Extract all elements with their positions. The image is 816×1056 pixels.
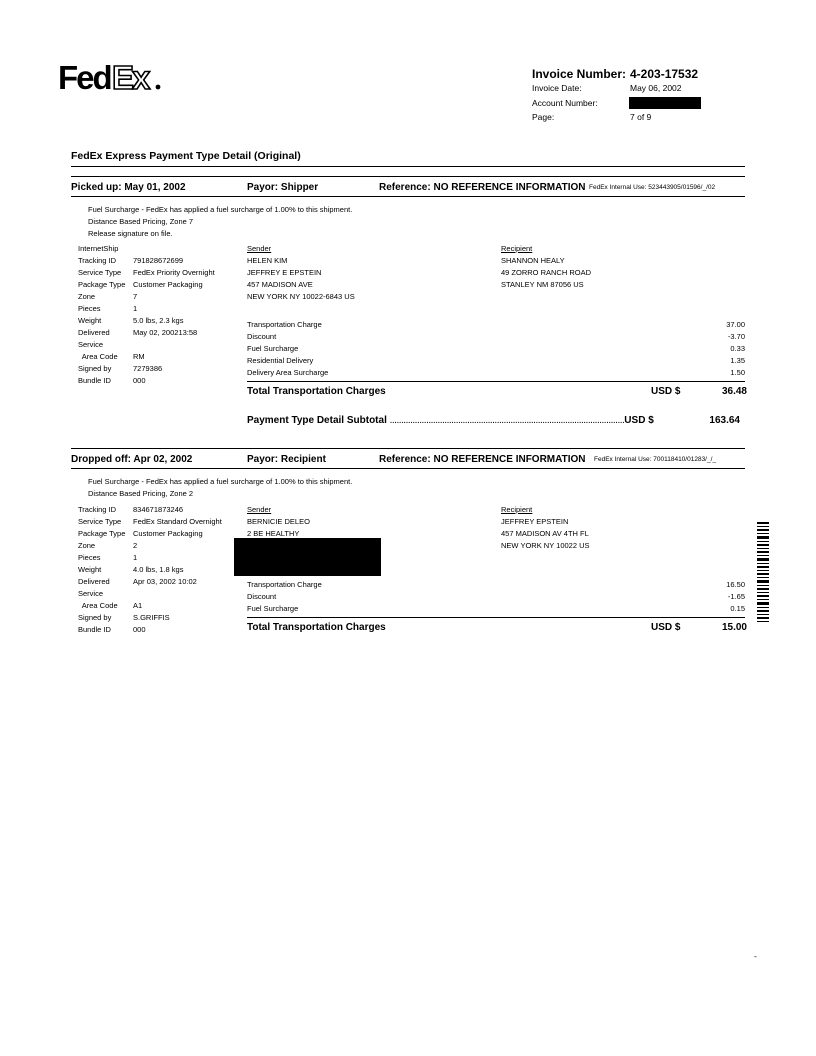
- shipment-2-header-rule: [71, 468, 745, 469]
- charge-amount: 0.33: [730, 344, 745, 353]
- subtotal-currency: USD $: [624, 415, 654, 426]
- charge-label: Delivery Area Surcharge: [247, 368, 329, 377]
- shipment-1-top-rule: [71, 176, 745, 177]
- section-title: FedEx Express Payment Type Detail (Original): [71, 150, 301, 162]
- svg-text:Fed: Fed: [58, 60, 111, 94]
- shipment-2-reference: Reference: NO REFERENCE INFORMATION: [379, 454, 586, 465]
- detail-label: Bundle ID: [78, 376, 111, 385]
- account-number-redaction: [629, 97, 701, 109]
- shipment-1-total-currency: USD $: [651, 386, 681, 397]
- shipment-2-total-amount: 15.00: [721, 622, 747, 633]
- detail-label: Area Code: [78, 352, 118, 361]
- subtotal-label: Payment Type Detail Subtotal: [247, 415, 387, 426]
- payment-subtotal-line: [247, 415, 654, 426]
- shipment-1-total-amount: 36.48: [721, 386, 747, 397]
- recipient-line: SHANNON HEALY: [501, 256, 565, 265]
- detail-label: Service Type: [78, 268, 122, 277]
- shipment-1-total-rule: [247, 381, 745, 382]
- shipment-1-payor: Payor: Shipper: [247, 182, 319, 193]
- sender-line: 457 MADISON AVE: [247, 280, 313, 289]
- recipient-label: Recipient: [501, 244, 533, 253]
- shipment-1-detail-values: [133, 243, 215, 387]
- page-value: 7 of 9: [630, 112, 652, 122]
- sender-line: BERNICIE DELEO: [247, 517, 310, 526]
- charge-label: Fuel Surcharge: [247, 604, 299, 613]
- invoice-number: 4-203-17532: [630, 67, 699, 81]
- shipment-2-notes: [88, 476, 352, 500]
- detail-value: Apr 03, 2002 10:02: [133, 577, 197, 586]
- shipment-1-detail-labels: [78, 243, 125, 387]
- shipment-1-reference: Reference: NO REFERENCE INFORMATION: [379, 182, 586, 193]
- detail-label: Zone: [78, 292, 96, 301]
- charge-amount: -1.65: [727, 592, 745, 601]
- detail-value: 834671873246: [133, 505, 184, 514]
- sender-line: NEW YORK NY 10022-6843 US: [247, 292, 355, 301]
- recipient-line: 49 ZORRO RANCH ROAD: [501, 268, 592, 277]
- detail-value: A1: [133, 601, 143, 610]
- shipment-2-internal-use: FedEx Internal Use: 700118410/01283/_/_: [594, 456, 717, 463]
- shipment-2-detail-values: [133, 504, 222, 636]
- charge-row: [247, 367, 745, 379]
- detail-value: Customer Packaging: [133, 529, 203, 538]
- detail-value: S.GRIFFIS: [133, 613, 170, 622]
- detail-label: Delivered: [78, 328, 110, 337]
- svg-text:Ex: Ex: [112, 60, 149, 94]
- detail-value: RM: [133, 352, 145, 361]
- charge-amount: 0.15: [730, 604, 745, 613]
- page-label: Page:: [532, 112, 555, 122]
- charge-row: [247, 355, 745, 367]
- charge-row: [247, 319, 745, 331]
- detail-label: Tracking ID: [78, 505, 117, 514]
- detail-label: Service: [78, 340, 104, 349]
- sender-address-redaction: [234, 538, 381, 576]
- detail-label: Signed by: [78, 364, 112, 373]
- detail-value: 7: [133, 292, 138, 301]
- detail-value: 000: [133, 625, 146, 634]
- shipment-1-recipient: [501, 243, 591, 291]
- charge-label: Transportation Charge: [247, 320, 322, 329]
- footer-mark: -: [754, 951, 757, 961]
- detail-label: Pieces: [78, 304, 101, 313]
- invoice-date-label: Invoice Date:: [532, 83, 582, 93]
- charge-row: [247, 579, 745, 591]
- charge-row: [247, 331, 745, 343]
- invoice-date: May 06, 2002: [630, 83, 682, 93]
- invoice-number-label: Invoice Number:: [532, 67, 627, 81]
- account-number-label: Account Number:: [532, 98, 598, 108]
- shipment-2-picked: Dropped off: Apr 02, 2002: [71, 454, 193, 465]
- detail-label: Weight: [78, 565, 102, 574]
- detail-value: 4.0 lbs, 1.8 kgs: [133, 565, 184, 574]
- subtotal-amount: 163.64: [709, 415, 740, 426]
- detail-label: Pieces: [78, 553, 101, 562]
- note-line: Distance Based Pricing, Zone 2: [88, 489, 194, 498]
- detail-value: [133, 339, 215, 351]
- shipment-1-charges: [247, 319, 745, 379]
- detail-value: FedEx Priority Overnight: [133, 268, 215, 277]
- charge-amount: 1.35: [730, 356, 745, 365]
- detail-label: Delivered: [78, 577, 110, 586]
- detail-label: Signed by: [78, 613, 112, 622]
- sender-line: JEFFREY E EPSTEIN: [247, 268, 322, 277]
- charge-label: Transportation Charge: [247, 580, 322, 589]
- charge-label: Residential Delivery: [247, 356, 314, 365]
- detail-value: 000: [133, 376, 146, 385]
- detail-value: 7279386: [133, 364, 163, 373]
- recipient-line: 457 MADISON AV 4TH FL: [501, 529, 589, 538]
- shipment-1-notes: [88, 204, 352, 240]
- sender-line: 2 BE HEALTHY: [247, 529, 300, 538]
- recipient-line: STANLEY NM 87056 US: [501, 280, 584, 289]
- detail-value: 5.0 lbs, 2.3 kgs: [133, 316, 184, 325]
- shipment-2-recipient: [501, 504, 590, 552]
- charge-label: Fuel Surcharge: [247, 344, 299, 353]
- shipment-2-total-currency: USD $: [651, 622, 681, 633]
- shipment-2-sender: [247, 504, 310, 540]
- detail-label: InternetShip: [78, 244, 119, 253]
- shipment-2-total-label: Total Transportation Charges: [247, 622, 386, 633]
- detail-label: Area Code: [78, 601, 118, 610]
- shipment-1-sender: [247, 243, 355, 303]
- detail-label: Package Type: [78, 529, 126, 538]
- detail-value: [133, 588, 222, 600]
- shipment-2-top-rule: [71, 448, 745, 449]
- charge-amount: -3.70: [727, 332, 745, 341]
- detail-value: May 02, 200213:58: [133, 328, 198, 337]
- detail-label: Tracking ID: [78, 256, 117, 265]
- detail-label: Service: [78, 589, 104, 598]
- recipient-line: NEW YORK NY 10022 US: [501, 541, 590, 550]
- sender-label: Sender: [247, 244, 272, 253]
- detail-label: Service Type: [78, 517, 122, 526]
- shipment-2-total-rule: [247, 617, 745, 618]
- sender-label: Sender: [247, 505, 272, 514]
- shipment-2-payor: Payor: Recipient: [247, 454, 326, 465]
- detail-value: 791828672699: [133, 256, 184, 265]
- charge-amount: 16.50: [726, 580, 745, 589]
- note-line: Fuel Surcharge - FedEx has applied a fuel surcharge of 1.00% to this shipment.: [88, 477, 353, 486]
- shipment-1-picked: Picked up: May 01, 2002: [71, 182, 186, 193]
- shipment-2-charges: [247, 579, 745, 615]
- detail-label: Weight: [78, 316, 102, 325]
- fedex-logo: [58, 60, 162, 94]
- detail-label: Zone: [78, 541, 96, 550]
- charge-label: Discount: [247, 592, 277, 601]
- detail-label: Bundle ID: [78, 625, 111, 634]
- note-line: Release signature on file.: [88, 229, 173, 238]
- shipment-2-detail-labels: [78, 504, 125, 636]
- detail-value: FedEx Standard Overnight: [133, 517, 222, 526]
- shipment-1-total-label: Total Transportation Charges: [247, 386, 386, 397]
- detail-label: Package Type: [78, 280, 126, 289]
- detail-value: 1: [133, 304, 138, 313]
- detail-value: 1: [133, 553, 138, 562]
- note-line: Distance Based Pricing, Zone 7: [88, 217, 194, 226]
- charge-label: Discount: [247, 332, 277, 341]
- detail-value: Customer Packaging: [133, 280, 203, 289]
- section-divider: [71, 166, 745, 167]
- detail-value: 2: [133, 541, 138, 550]
- subtotal-dots: .......................................................................................................: [389, 415, 625, 426]
- barcode-graphic: [757, 522, 769, 622]
- sender-line: HELEN KIM: [247, 256, 288, 265]
- charge-row: [247, 343, 745, 355]
- charge-amount: 37.00: [726, 320, 745, 329]
- charge-amount: 1.50: [730, 368, 745, 377]
- shipment-1-header-rule: [71, 196, 745, 197]
- shipment-1-internal-use: FedEx Internal Use: 523443905/01596/_/02: [589, 184, 716, 191]
- charge-row: [247, 591, 745, 603]
- recipient-line: JEFFREY EPSTEIN: [501, 517, 569, 526]
- note-line: Fuel Surcharge - FedEx has applied a fuel surcharge of 1.00% to this shipment.: [88, 205, 353, 214]
- charge-row: [247, 603, 745, 615]
- detail-value: [133, 243, 215, 255]
- recipient-label: Recipient: [501, 505, 533, 514]
